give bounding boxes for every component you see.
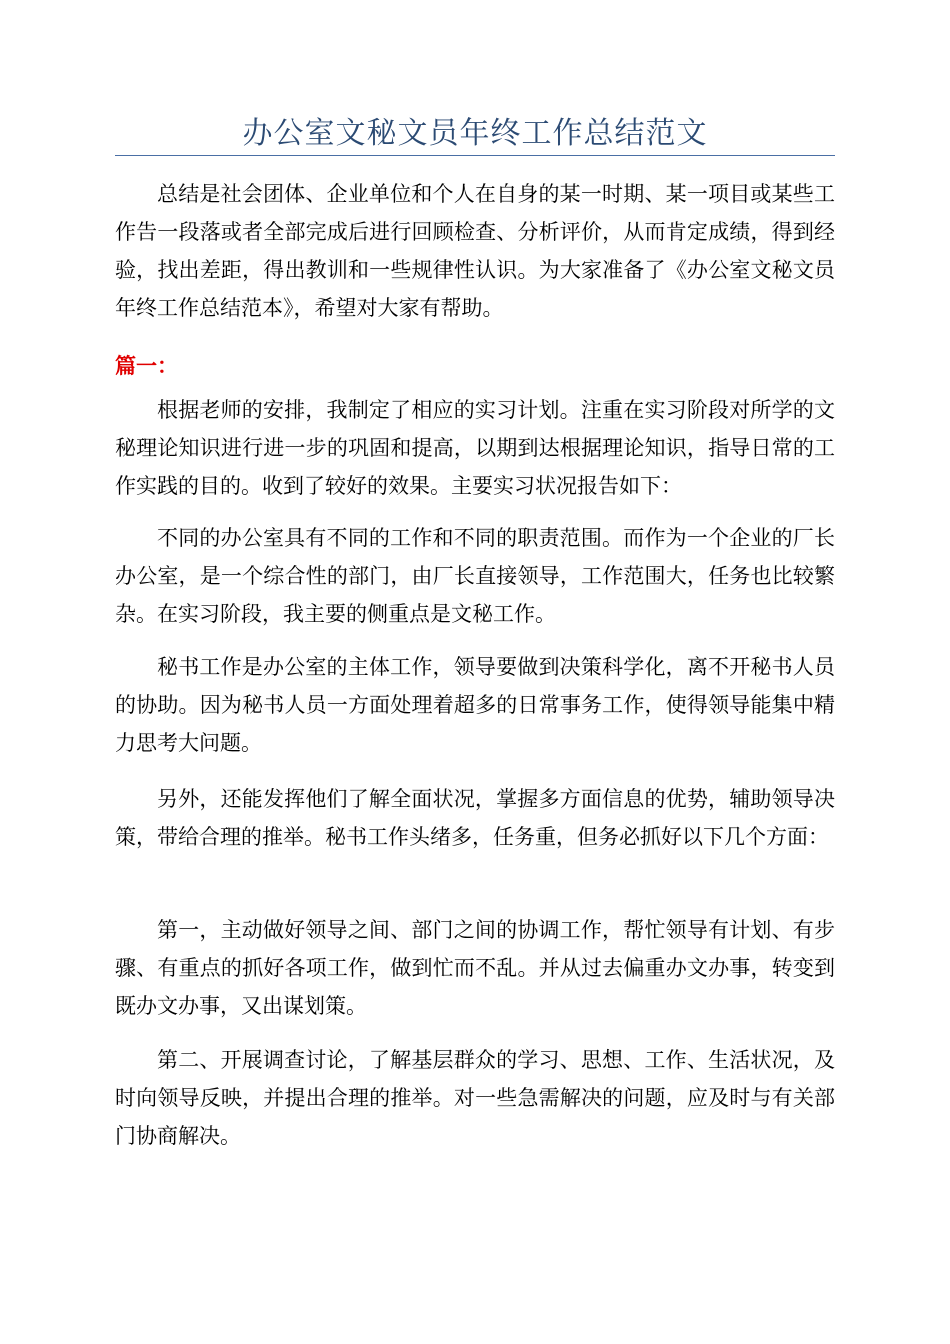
section-heading: 篇一：	[115, 354, 178, 378]
paragraph-2: 不同的办公室具有不同的工作和不同的职责范围。而作为一个企业的厂长办公室，是一个综合性的部门，由厂长直接领导，工作范围大，任务也比较繁杂。在实习阶段，我主要的侧重点是文秘工作。	[115, 526, 835, 626]
paragraph-3: 秘书工作是办公室的主体工作，领导要做到决策科学化，离不开秘书人员的协助。因为秘书人员一方面处理着超多的日常事务工作，使得领导能集中精力思考大问题。	[115, 655, 835, 755]
document-title: 办公室文秘文员年终工作总结范文	[242, 116, 708, 151]
paragraph-5: 第一，主动做好领导之间、部门之间的协调工作，帮忙领导有计划、有步骤、有重点的抓好各项工作，做到忙而不乱。并从过去偏重办文办事，转变到既办文办事，又出谋划策。	[115, 918, 835, 1018]
title-underline	[115, 155, 835, 156]
paragraph-6: 第二、开展调查讨论，了解基层群众的学习、思想、工作、生活状况，及时向领导反映，并提出合理的推举。对一些急需解决的问题，应及时与有关部门协商解决。	[115, 1048, 835, 1148]
paragraph-4: 另外，还能发挥他们了解全面状况，掌握多方面信息的优势，辅助领导决策，带给合理的推举。秘书工作头绪多，任务重，但务必抓好以下几个方面：	[115, 787, 835, 849]
paragraph-1: 根据老师的安排，我制定了相应的实习计划。注重在实习阶段对所学的文秘理论知识进行进一步的巩固和提高，以期到达根据理论知识，指导日常的工作实践的目的。收到了较好的效果。主要实习状况报告如下：	[115, 398, 835, 498]
intro-paragraph: 总结是社会团体、企业单位和个人在自身的某一时期、某一项目或某些工作告一段落或者全部完成后进行回顾检查、分析评价，从而肯定成绩，得到经验，找出差距，得出教训和一些规律性认识。为大家准备了《办公室文秘文员年终工作总结范本》，希望对大家有帮助。	[115, 182, 835, 320]
